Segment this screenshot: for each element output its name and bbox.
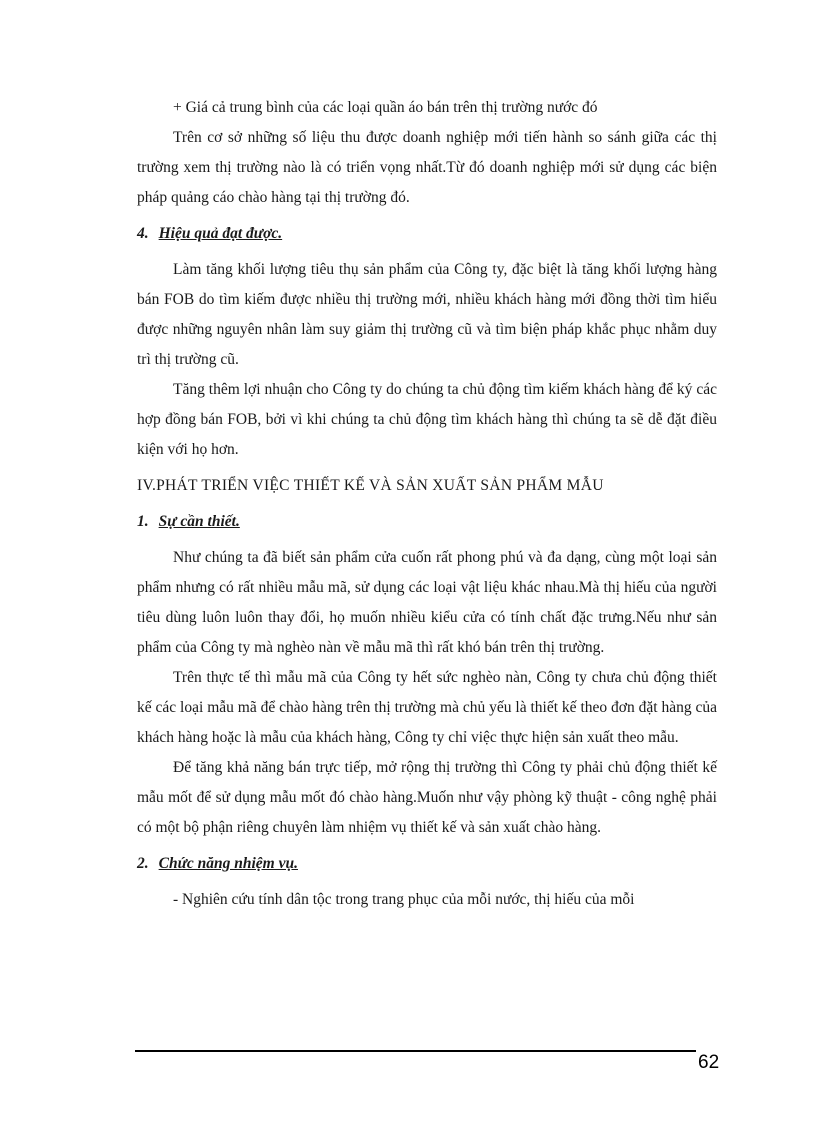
heading-number: 2.	[137, 855, 149, 872]
footer-divider	[135, 1050, 696, 1052]
heading-number: 4.	[137, 225, 149, 242]
document-body	[137, 93, 717, 915]
paragraph-research: - Nghiên cứu tính dân tộc trong trang phục của mỗi nước, thị hiếu của mỗi	[173, 891, 635, 908]
section-heading-iv: IV.PHÁT TRIỂN VIỆC THIẾT KẾ VÀ SẢN XUẤT SẢN PHẨM MẪU	[137, 477, 604, 494]
paragraph-direct-sales: Để tăng khả năng bán trực tiếp, mở rộng thị trường thì Công ty phải chủ động thiết kế mẫu mốt để sử dụng mẫu mốt đó chào hàng.Muốn như vậy phòng kỹ thuật - công nghệ phải có một bộ phận riêng chuyên làm nhiệm vụ thiết kế và sản xuất chào hàng.	[137, 759, 717, 836]
paragraph-compare-markets: Trên cơ sở những số liệu thu được doanh nghiệp mới tiến hành so sánh giữa các thị trường xem thị trường nào là có triển vọng nhất.Từ đó doanh nghiệp mới sử dụng các biện pháp quảng cáo chào hàng tại thị trường đó.	[137, 129, 717, 206]
paragraph-increase-profit: Tăng thêm lợi nhuận cho Công ty do chúng ta chủ động tìm kiếm khách hàng để ký các hợp đồng bán FOB, bởi vì khi chúng ta chủ động tìm khách hàng thì chúng ta sẽ dễ đặt điều kiện với họ hơn.	[137, 381, 717, 458]
page-number: 62	[698, 1052, 720, 1073]
heading-functions	[137, 849, 717, 879]
heading-title: Sự cần thiết.	[158, 513, 240, 530]
paragraph-price-bullet: + Giá cả trung bình của các loại quần áo bán trên thị trường nước đó	[173, 99, 598, 116]
heading-title: Chức năng nhiệm vụ.	[158, 855, 298, 872]
heading-title: Hiệu quả đạt được.	[158, 225, 283, 242]
paragraph-poor-designs: Trên thực tế thì mẫu mã của Công ty hết sức nghèo nàn, Công ty chưa chủ động thiết kế các loại mẫu mã để chào hàng trên thị trường mà chủ yếu là thiết kế theo đơn đặt hàng của khách hàng hoặc là mẫu của khách hàng, Công ty chỉ việc thực hiện sản xuất theo mẫu.	[137, 669, 717, 746]
paragraph-increase-volume: Làm tăng khối lượng tiêu thụ sản phẩm của Công ty, đặc biệt là tăng khối lượng hàng bán FOB do tìm kiếm được nhiều thị trường mới, nhiều khách hàng mới đồng thời tìm hiểu được những nguyên nhân làm suy giảm thị trường cũ và tìm biện pháp khắc phục nhằm duy trì thị trường cũ.	[137, 261, 717, 368]
heading-effectiveness	[137, 219, 717, 249]
heading-number: 1.	[137, 513, 149, 530]
heading-necessity	[137, 507, 717, 537]
paragraph-product-variety: Như chúng ta đã biết sản phẩm cửa cuốn rất phong phú và đa dạng, cùng một loại sản phẩm nhưng có rất nhiều mẫu mã, sử dụng các loại vật liệu khác nhau.Mà thị hiếu của người tiêu dùng luôn luôn thay đổi, họ muốn nhiều kiểu cửa có tính chất đặc trưng.Nếu như sản phẩm của Công ty mà nghèo nàn về mẫu mã thì rất khó bán trên thị trường.	[137, 549, 717, 656]
